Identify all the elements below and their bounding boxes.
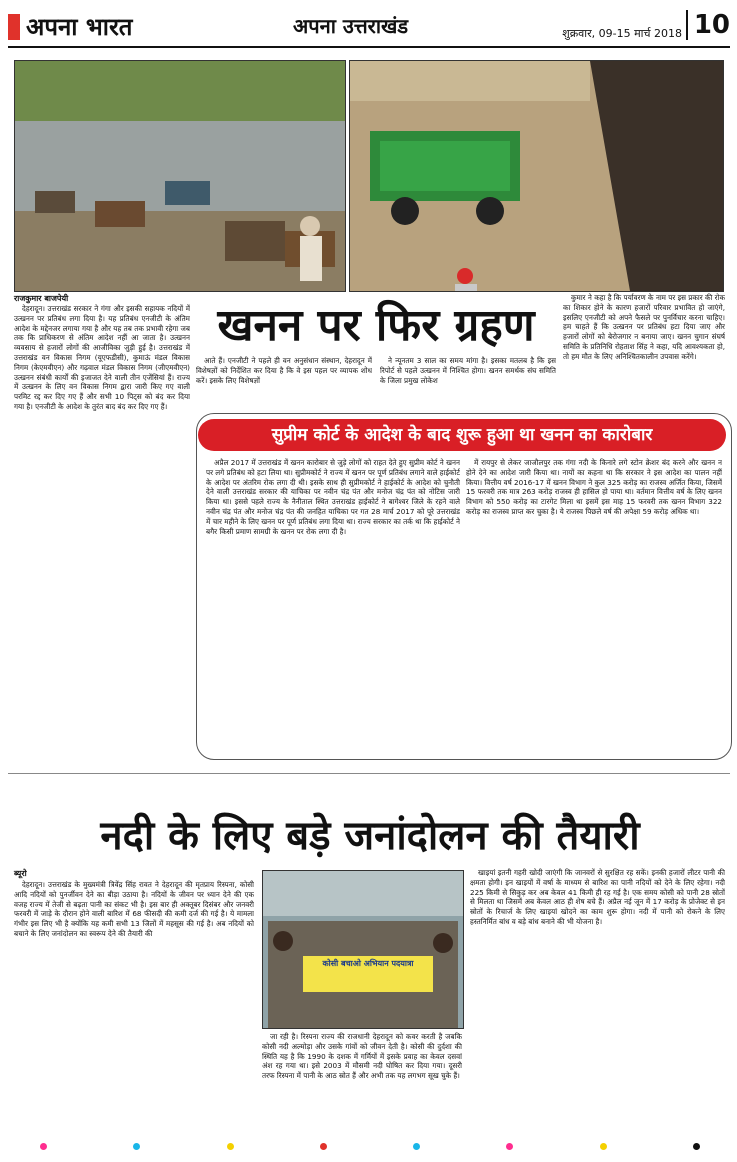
footer-dot xyxy=(506,1143,513,1150)
masthead-title: अपना भारत xyxy=(26,12,133,41)
photo-truck-loading xyxy=(349,60,724,292)
rally-banner-text: कोसी बचाओ अभियान पदयात्रा xyxy=(322,959,414,968)
story1-column-3 xyxy=(380,356,556,410)
story2-column-1 xyxy=(206,458,460,750)
story1-byline: राजकुमार बाजपेयी xyxy=(14,294,69,303)
footer-dot xyxy=(227,1143,234,1150)
page-header xyxy=(8,10,730,48)
story1-column-1 xyxy=(14,304,190,766)
footer-dot xyxy=(693,1143,700,1150)
story3-headline: नदी के लिए बड़े जनांदोलन की तैयारी xyxy=(100,812,640,859)
story2-text-1: अप्रैल 2017 में उत्तराखंड में खनन कारोबार से जुड़े लोगों को राहत देते हुए सुप्रीम कोर्ट ने खनन पर लगे प्रतिबंध को हटा लिया था। सुप्रीमकोर्ट ने राज्य में खनन पर पूर्ण प्रतिबंध लगाने वाले हाईकोर्ट के आदेश पर अंतरिम रोक लगा दी थी। इसके साथ ही सुप्रीमकोर्ट ने हाईकोर्ट के आदेश को चुनौती देने वाली उत्तराखंड सरकार की याचिका पर नवीन चंद्र पंत और मनोज चंद्र पंत को नोटिस जारी किया था। इससे पहले राज्य के नैनीताल स्थित उत्तराखंड हाईकोर्ट ने बागेश्वर जिले के रहने वाले नवीन चंद्र पंत और मनोज चंद्र पंत की जनहित याचिका पर गत 28 मार्च 2017 को पूरे उत्तराखंड में चार महीने के लिए खनन पर पूर्ण प्रतिबंध लगा दिया था। राज्य सरकार का तर्क था कि हाईकोर्ट ने बगैर किसी प्रमाण सामग्री के खनन पर रोक लगा दी है। xyxy=(206,458,460,536)
story3-column-1 xyxy=(14,880,254,1130)
story1-text-3: ने न्यूनतम 3 साल का समय मांगा है। इसका मतलब है कि इस रिपोर्ट से पहले उत्खनन में निश्चित होगा। खनन समर्थक संघ समिति के जिला प्रमुख लोकेश xyxy=(380,356,556,385)
story2-text-2: में रायपुर से लेकर जाजौलपुर तक गंगा नदी के किनारे लगे स्टोन क्रेशर बंद करने और खनन न होने देने का आदेश जारी किया था। नायों का कहना था कि सरकार ने इस आदेश का पालन नहीं किया। वित्तीय वर्ष 2016-17 में खनन विभाग ने कुल 325 करोड़ का राजस्व अर्जित किया, जिसमें 15 फरवरी तक मात्र 263 करोड़ राजस्व ही हासिल हो पाया था। वर्तमान वित्तीय वर्ष के लिए खनन विभाग को 550 करोड़ का टारगेट मिला था इसमें इस माह 15 फरवरी तक खनन विभाग 322 करोड़ का राजस्व प्राप्त कर चुका है। ये राजस्व पिछले वर्ष की अपेक्षा 59 करोड़ अधिक था। xyxy=(466,458,722,516)
masthead xyxy=(8,10,132,43)
story2-banner: सुप्रीम कोर्ट के आदेश के बाद शुरू हुआ था खनन का कारोबार xyxy=(198,419,726,451)
footer-dot xyxy=(320,1143,327,1150)
story1-text-2: आते हैं। एनजीटी ने पहले ही वन अनुसंधान संस्थान, देहरादून में विशेषज्ञों को निर्देशित कर दिया है कि वे इस पहल पर व्यापक शोध करें। इसके लिए विशेषज्ञों xyxy=(196,356,372,385)
story3-text-3: खाइयां इतनी गहरी खोदी जाएंगी कि जानवरों से सुरक्षित रह सकें। इनकी हजारों लीटर पानी की क्षमता होगी। इन खाइयों में वर्षा के माध्यम से बारिश का पानी नदियों को देने के लिए रहेगा। नदी 225 किमी से सिकुड़ कर अब केवल 41 किमी ही रह गई है। एक समय कोसी को पानी 28 स्रोतों से मिलता था जिसमें अब केवल आठ ही शेष बचे हैं। अप्रैल नई जून में 17 करोड़ के प्रोजेक्ट से इन स्रोतों के रिचार्ज के लिए खाइयां खोदने का काम शुरू होगा। नदी में पानी को रोकने के लिए हस्तनिर्मित बांध व बड़े बांध बनाने की भी योजना है। xyxy=(470,868,725,926)
story3-column-3 xyxy=(470,868,725,1130)
photo-padyatra-rally xyxy=(262,870,464,1029)
masthead-mark xyxy=(8,14,20,40)
story3-byline: ब्यूरो xyxy=(14,869,27,878)
photo-river-trucks xyxy=(14,60,346,292)
story1-text-4: कुमार ने कहा है कि पर्यावरण के नाम पर इस प्रकार की रोक का शिकार होने के कारण हजारों परिवार प्रभावित हो जाएंगे, इसलिए एनजीटी को अपने फैसले पर पुनर्विचार करना चाहिए। हम चाहते हैं कि उत्खनन पर प्रतिबंध हटा दिया जाए और हजारों लोगों को बेरोजगार न बनाया जाए। खनन चुगान संघर्ष समिति के प्रतिनिधि रोहताश सिंह ने कहा, यदि आवश्यकता हो, तो हम मौत के लिए अनिश्चितकालीन उपवास करेंगे। xyxy=(563,293,725,361)
section-title: अपना उत्तराखंड xyxy=(293,14,409,38)
story3-text-2: जा रही है। रिस्पना राज्य की राजधानी देहरादून को कवर करती है जबकि कोसी नदी अल्मोड़ा और उसके गांवों को जीवन देती है। कोसी की दुर्दशा की स्थिति यह है कि 1990 के दशक में गर्मियों में इसके प्रवाह का केवल दसवां अंश रह गया था। इसे 2003 में मौसमी नदी घोषित कर दिया गया। दूसरी तरफ रिस्पना में पानी के आठ स्रोत हैं और अभी तक यह लगभग सूख चुके हैं। xyxy=(262,1032,462,1081)
story3-column-2 xyxy=(262,1032,462,1132)
page-number: 10 xyxy=(686,10,730,40)
story1-headline: खनन पर फिर ग्रहण xyxy=(217,300,535,351)
footer-dot xyxy=(413,1143,420,1150)
story3-text-1: देहरादून। उत्तराखंड के मुख्यमंत्री त्रिवेंद्र सिंह रावत ने देहरादून की मृतप्राय रिस्पना, कोसी आदि नदियों को पुनर्जीवन देने का बीड़ा उठाया है। नदियों के जीवन पर ध्यान देने की एक वजह राज्य में तेजी से बढ़ता पानी का संकट भी है। इस बार ही अक्तूबर दिसंबर और जनवरी फरवरी में जाड़े के दौरान होने वाली बारिश में 68 फीसदी की कमी दर्ज की गई है। ये मामला गंभीर इस लिए भी है क्योंकि यह कमी सभी 13 जिलों में महसूस की गई है। अब नदियों को बचाने के लिए जनांदोलन का स्वरूप देने की तैयारी की xyxy=(14,880,254,938)
footer-dots xyxy=(40,1140,700,1152)
footer-dot xyxy=(600,1143,607,1150)
footer-dot xyxy=(40,1143,47,1150)
story1-text-1: देहरादून। उत्तराखंड सरकार ने गंगा और इसकी सहायक नदियों में उत्खनन पर प्रतिबंध लगा दिया है। यह प्रतिबंध एनजीटी के अंतिम आदेश के मद्देनजर लगाया गया है और यह तब तक प्रभावी रहेगा जब तक कि प्राधिकरण से अंतिम आदेश नहीं आ जाता है। उत्खनन व्यवसाय से हजारों लोगों की आजीविका जुड़ी हुई है। उत्तराखंड में उत्तराखंड वन विकास निगम (यूएफडीसी), कुमाऊं मंडल विकास निगम (केएमवीएन) और गढ़वाल मंडल विकास निगम (जीएमवीएन) उत्खनन संबंधी कार्यों की इजाजत देने वाली तीन एजेंसियां हैं। राज्य में उत्खनन के लिए वन विकास निगम द्वारा जारी किए गए वाली परमिट रद्द कर दिए गए हैं और सभी 10 पिट्स को बंद कर दिया गया है। एनजीटी के आदेश के तुरंत बाद बंद कर दिए गए हैं। xyxy=(14,304,190,411)
section-divider xyxy=(8,773,730,774)
story1-column-2 xyxy=(196,356,372,410)
story1-column-4 xyxy=(563,293,725,410)
issue-date: शुक्रवार, 09-15 मार्च 2018 xyxy=(562,27,682,40)
footer-dot xyxy=(133,1143,140,1150)
story2-column-2 xyxy=(466,458,722,750)
